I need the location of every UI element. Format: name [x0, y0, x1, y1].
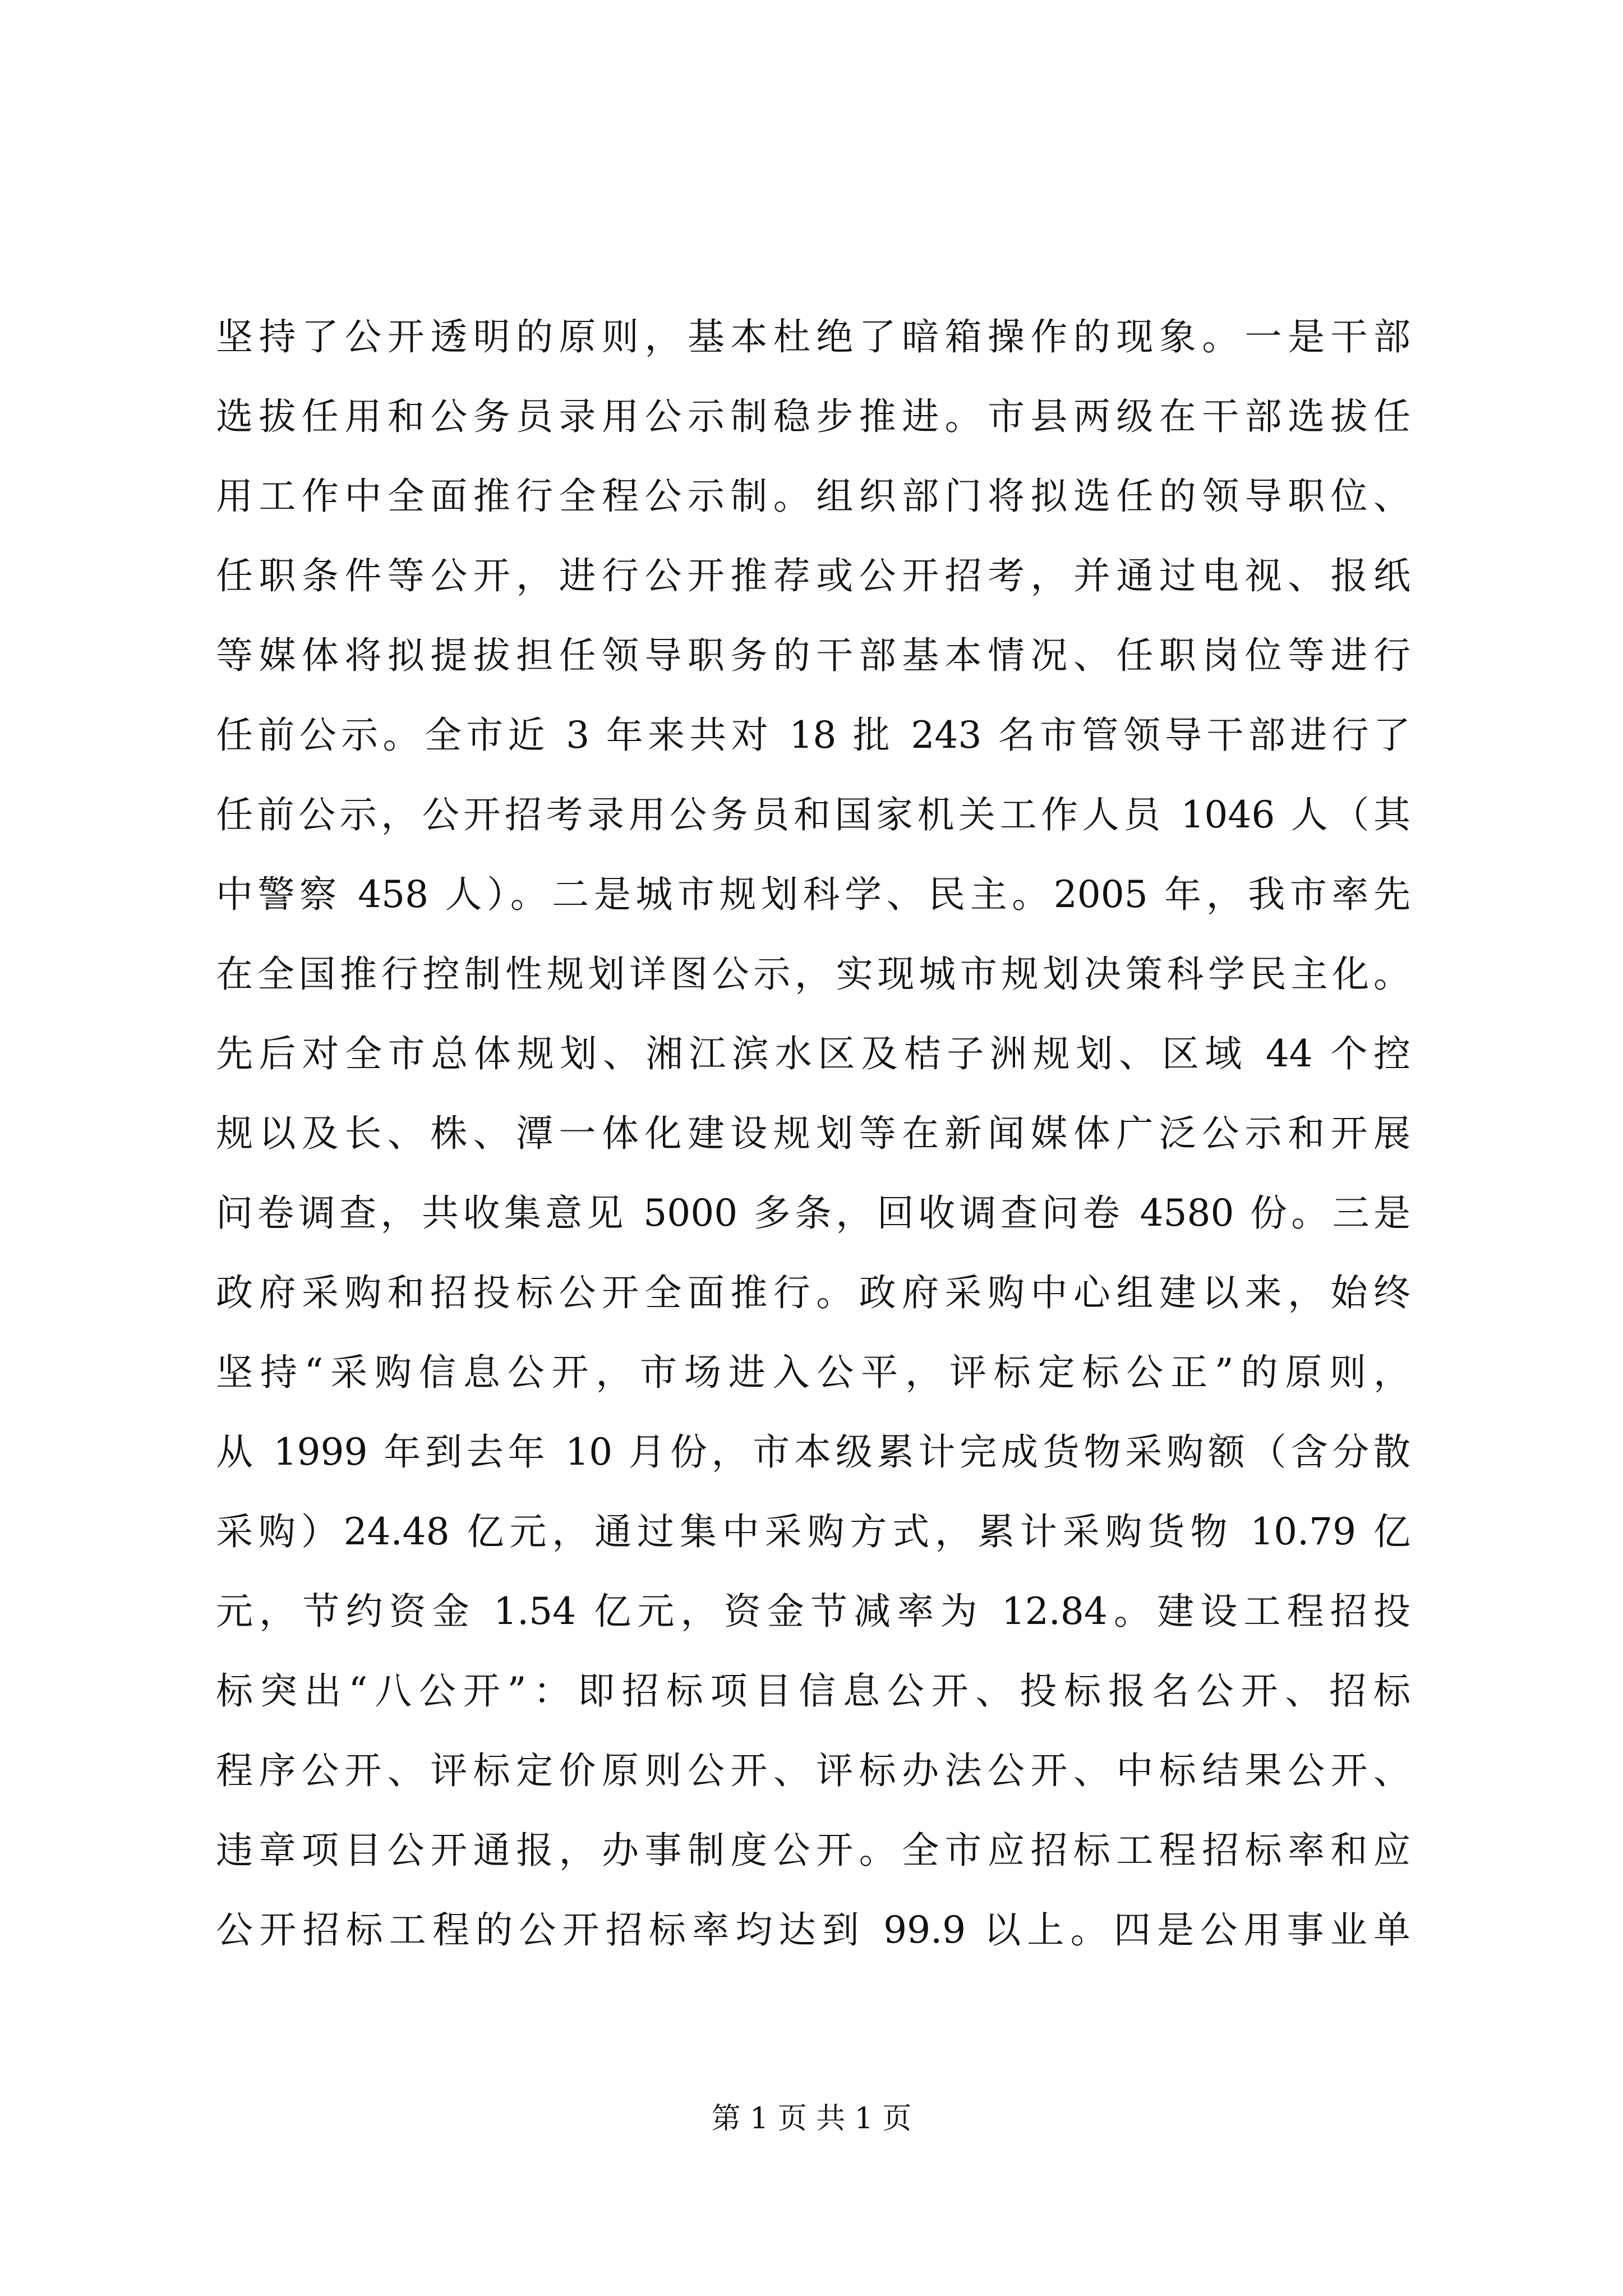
text-line: 先后对全市总体规划、湘江滨水区及桔子洲规划、区域 44 个控	[216, 1032, 1410, 1075]
text-line: 标突出“八公开”：即招标项目信息公开、投标报名公开、招标	[216, 1669, 1410, 1713]
page-footer: 第 1 页 共 1 页	[711, 2102, 912, 2136]
text-line: 采购）24.48 亿元，通过集中采购方式，累计采购货物 10.79 亿	[216, 1510, 1410, 1553]
text-line: 程序公开、评标定价原则公开、评标办法公开、中标结果公开、	[216, 1749, 1410, 1792]
text-line: 任前公示。全市近 3 年来共对 18 批 243 名市管领导干部进行了	[216, 714, 1410, 757]
text-line: 任职条件等公开，进行公开推荐或公开招考，并通过电视、报纸	[216, 554, 1410, 597]
text-line: 坚持了公开透明的原则，基本杜绝了暗箱操作的现象。一是干部	[216, 315, 1410, 358]
text-line: 问卷调查，共收集意见 5000 多条，回收调查问卷 4580 份。三是	[216, 1191, 1410, 1235]
text-line: 元，节约资金 1.54 亿元，资金节减率为 12.84。建设工程招投	[216, 1590, 1410, 1633]
text-line: 公开招标工程的公开招标率均达到 99.9 以上。四是公用事业单	[216, 1908, 1410, 1952]
text-line: 从 1999 年到去年 10 月份，市本级累计完成货物采购额（含分散	[216, 1430, 1410, 1474]
text-line: 任前公示，公开招考录用公务员和国家机关工作人员 1046 人（其	[216, 793, 1410, 836]
body-paragraph	[216, 297, 1410, 1970]
text-line: 坚持“采购信息公开，市场进入公平，评标定标公正”的原则，	[216, 1351, 1410, 1394]
text-line: 中警察 458 人）。二是城市规划科学、民主。2005 年，我市率先	[216, 873, 1410, 916]
text-line: 规以及长、株、潭一体化建设规划等在新闻媒体广泛公示和开展	[216, 1112, 1410, 1155]
text-line: 等媒体将拟提拔担任领导职务的干部基本情况、任职岗位等进行	[216, 634, 1410, 677]
text-line: 政府采购和招投标公开全面推行。政府采购中心组建以来，始终	[216, 1271, 1410, 1314]
text-line: 用工作中全面推行全程公示制。组织部门将拟选任的领导职位、	[216, 475, 1410, 518]
text-line: 在全国推行控制性规划详图公示，实现城市规划决策科学民主化。	[216, 953, 1410, 996]
text-line: 违章项目公开通报，办事制度公开。全市应招标工程招标率和应	[216, 1829, 1410, 1872]
text-line: 选拔任用和公务员录用公示制稳步推进。市县两级在干部选拔任	[216, 395, 1410, 438]
